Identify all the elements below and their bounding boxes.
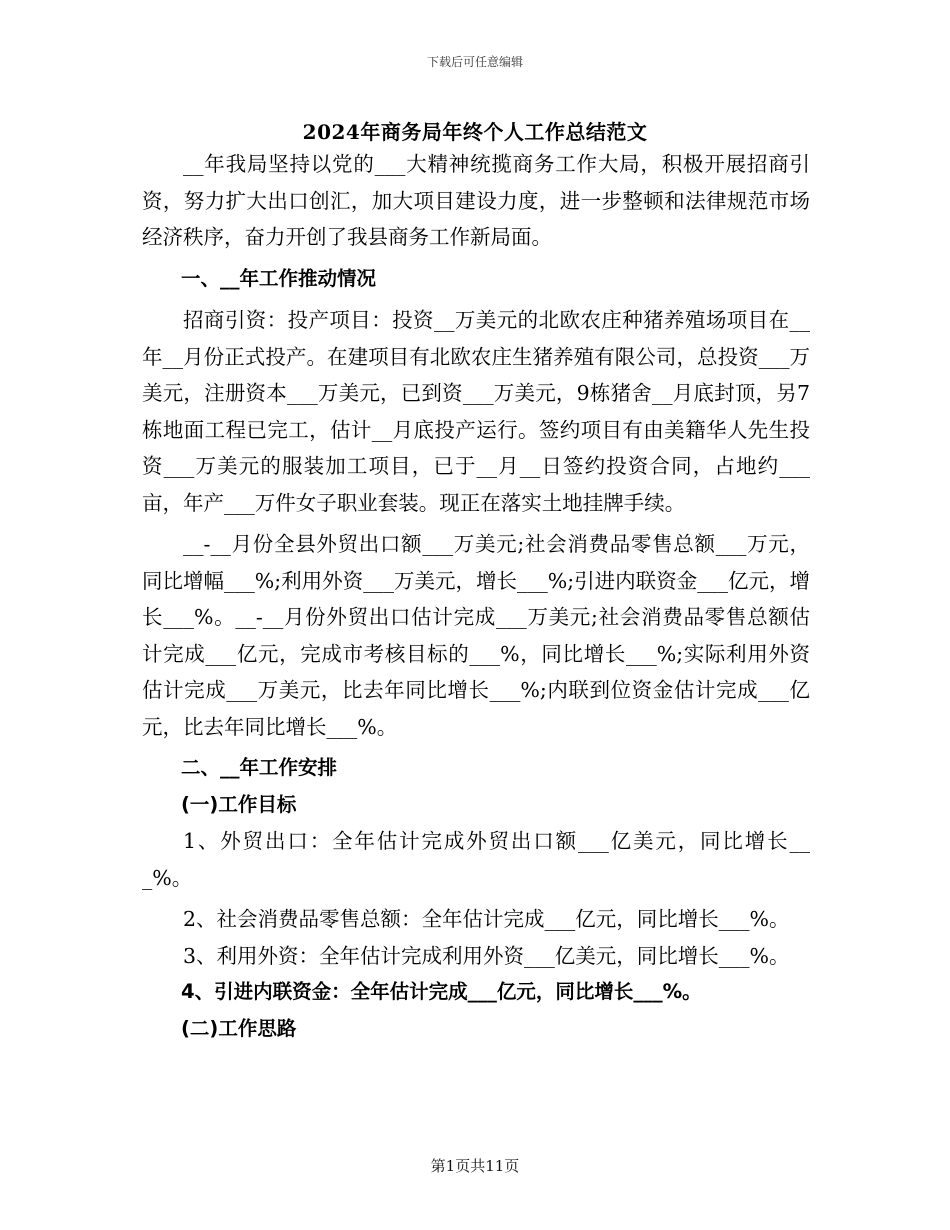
header-note: 下载后可任意编辑	[426, 55, 523, 69]
document-title: 2024年商务局年终个人工作总结范文	[302, 120, 648, 144]
subsection-heading-approach: (二)工作思路	[181, 1016, 297, 1040]
page-number-footer: 第1页共11页	[430, 1157, 520, 1175]
investment-paragraph: 招商引资：投产项目：投资__万美元的北欧农庄种猪养殖场项目在__年__月份正式投产。在建项目有北欧农庄生猪养殖有限公司，总投资___万美元，注册资本___万美元，已到资___万美元，9栋猪舍__月底封顶，另7栋地面工程已完工，估计__月底投产运行。签约项目有由美籍华人先生投资___万美元的服装加工项目，已于__月__日签约投资合同，占地约___亩，年产___万件女子职业套装。现正在落实土地挂牌手续。	[142, 308, 810, 515]
intro-paragraph: __年我局坚持以党的___大精神统揽商务工作大局，积极开展招商引资，努力扩大出口创汇，加大项目建设力度，进一步整顿和法律规范市场经济秩序，奋力开创了我县商务工作新局面。	[142, 152, 810, 249]
goal-item-3: 3、利用外资：全年估计完成利用外资___亿美元，同比增长___%。	[183, 943, 790, 968]
subsection-heading-goals: (一)工作目标	[181, 792, 297, 816]
section-heading-1: 一、__年工作推动情况	[181, 266, 377, 290]
goal-item-2: 2、社会消费品零售总额：全年估计完成___亿元，同比增长___%。	[183, 907, 790, 931]
goal-item-1: 1、外贸出口：全年估计完成外贸出口额___亿美元，同比增长___%。	[142, 829, 810, 890]
section-heading-2: 二、__年工作安排	[181, 756, 338, 779]
goal-item-4: 4、引进内联资金：全年估计完成___亿元，同比增长___%。	[181, 980, 702, 1003]
stats-paragraph: __-__月份全县外贸出口额___万美元;社会消费品零售总额___万元，同比增幅___%;利用外资___万美元，增长___%;引进内联资金___亿元，增长___%。__-__月份外贸出口估计完成___万美元;社会消费品零售总额估计完成___亿元，完成市考核目标的___%，同比增长___%;实际利用外资估计完成___万美元，比去年同比增长___%;内联到位资金估计完成___亿元，比去年同比增长___%。	[142, 532, 810, 739]
document-body	[142, 146, 810, 1047]
